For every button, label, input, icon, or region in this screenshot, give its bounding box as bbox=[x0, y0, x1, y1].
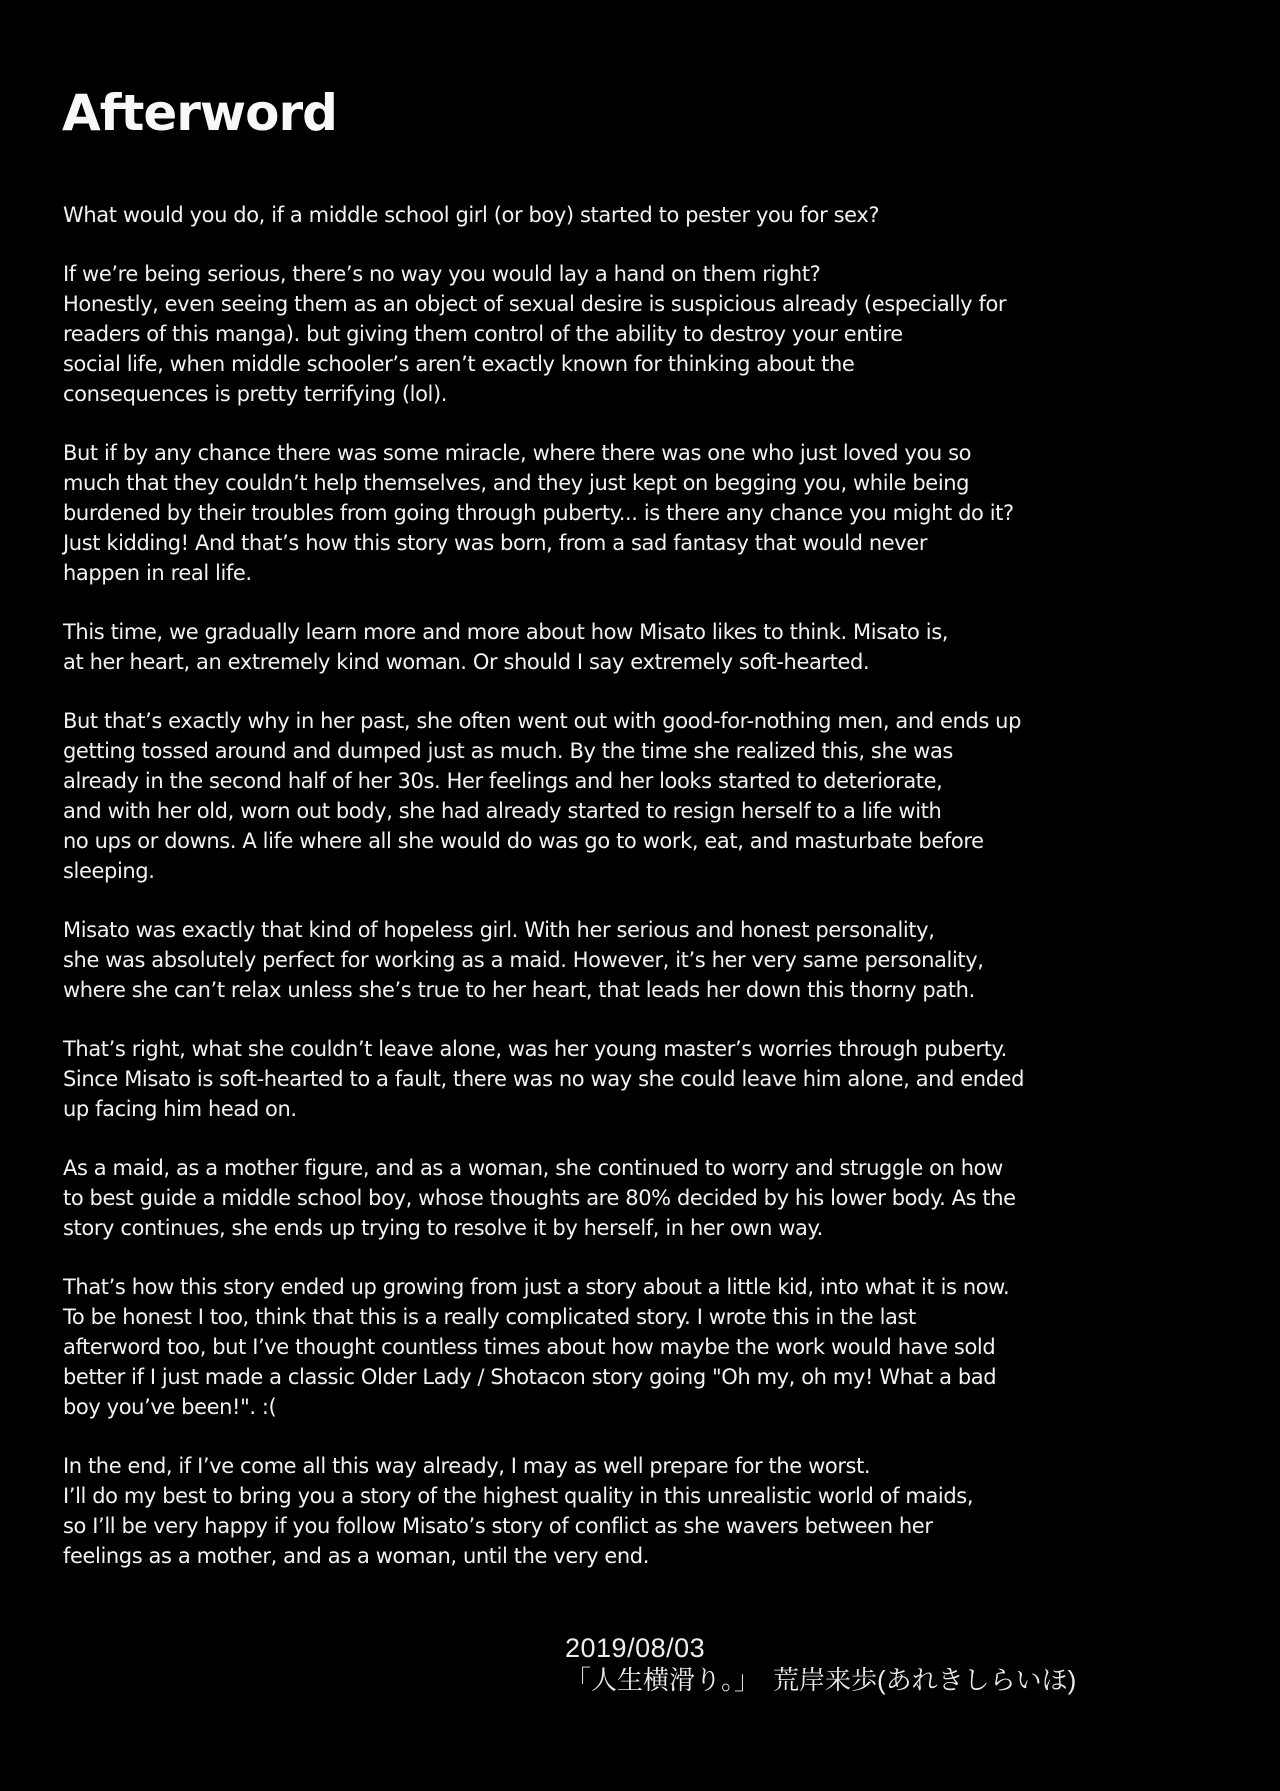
afterword-body bbox=[63, 200, 1223, 1600]
text-line: This time, we gradually learn more and more about how Misato likes to think. Misato is, bbox=[63, 620, 949, 644]
text-line: But that’s exactly why in her past, she often went out with good-for-nothing men, and ends up bbox=[63, 709, 1021, 733]
signature-date: 2019/08/03 bbox=[565, 1633, 706, 1663]
paragraph bbox=[63, 1153, 1223, 1243]
text-line: feelings as a mother, and as a woman, until the very end. bbox=[63, 1544, 650, 1568]
text-line: burdened by their troubles from going through puberty... is there any chance you might do it? bbox=[63, 501, 1014, 525]
text-line: readers of this manga). but giving them control of the ability to destroy your entire bbox=[63, 322, 903, 346]
text-line: so I’ll be very happy if you follow Misato’s story of conflict as she wavers between her bbox=[63, 1514, 933, 1538]
paragraph bbox=[63, 259, 1223, 409]
paragraph bbox=[63, 1451, 1223, 1571]
text-line: But if by any chance there was some miracle, where there was one who just loved you so bbox=[63, 441, 972, 465]
signature-credit: 「人生横滑り。」 荒岸来歩(あれきしらいほ) bbox=[565, 1665, 1077, 1695]
text-line: and with her old, worn out body, she had already started to resign herself to a life with bbox=[63, 799, 942, 823]
text-line: she was absolutely perfect for working as a maid. However, it’s her very same personality, bbox=[63, 948, 984, 972]
paragraph bbox=[63, 706, 1223, 886]
text-line: to best guide a middle school boy, whose thoughts are 80% decided by his lower body. As the bbox=[63, 1186, 1016, 1210]
text-line: afterword too, but I’ve thought countless times about how maybe the work would have sold bbox=[63, 1335, 996, 1359]
paragraph bbox=[63, 617, 1223, 677]
text-line: sleeping. bbox=[63, 859, 155, 883]
paragraph bbox=[63, 1034, 1223, 1124]
text-line: As a maid, as a mother figure, and as a woman, she continued to worry and struggle on how bbox=[63, 1156, 1003, 1180]
text-line: In the end, if I’ve come all this way already, I may as well prepare for the worst. bbox=[63, 1454, 871, 1478]
paragraph bbox=[63, 200, 1223, 230]
text-line: boy you’ve been!". :( bbox=[63, 1395, 277, 1419]
text-line: That’s right, what she couldn’t leave alone, was her young master’s worries through puberty. bbox=[63, 1037, 1007, 1061]
text-line: What would you do, if a middle school girl (or boy) started to pester you for sex? bbox=[63, 203, 880, 227]
text-line: Just kidding! And that’s how this story was born, from a sad fantasy that would never bbox=[63, 531, 928, 555]
signature-block bbox=[565, 1632, 1076, 1696]
text-line: social life, when middle schooler’s aren’t exactly known for thinking about the bbox=[63, 352, 855, 376]
text-line: already in the second half of her 30s. Her feelings and her looks started to deteriorate, bbox=[63, 769, 943, 793]
page-title: Afterword bbox=[62, 84, 337, 142]
paragraph bbox=[63, 915, 1223, 1005]
text-line: That’s how this story ended up growing from just a story about a little kid, into what it is now. bbox=[63, 1275, 1010, 1299]
text-line: much that they couldn’t help themselves, and they just kept on begging you, while being bbox=[63, 471, 970, 495]
paragraph bbox=[63, 1272, 1223, 1422]
text-line: Misato was exactly that kind of hopeless girl. With her serious and honest personality, bbox=[63, 918, 935, 942]
text-line: getting tossed around and dumped just as much. By the time she realized this, she was bbox=[63, 739, 953, 763]
paragraph bbox=[63, 438, 1223, 588]
text-line: Since Misato is soft-hearted to a fault, there was no way she could leave him alone, and ended bbox=[63, 1067, 1025, 1091]
text-line: I’ll do my best to bring you a story of the highest quality in this unrealistic world of maids, bbox=[63, 1484, 974, 1508]
text-line: happen in real life. bbox=[63, 561, 252, 585]
text-line: Honestly, even seeing them as an object of sexual desire is suspicious already (especially for bbox=[63, 292, 1007, 316]
text-line: consequences is pretty terrifying (lol). bbox=[63, 382, 448, 406]
text-line: To be honest I too, think that this is a really complicated story. I wrote this in the last bbox=[63, 1305, 916, 1329]
text-line: better if I just made a classic Older Lady / Shotacon story going "Oh my, oh my! What a bad bbox=[63, 1365, 997, 1389]
text-line: If we’re being serious, there’s no way you would lay a hand on them right? bbox=[63, 262, 821, 286]
text-line: at her heart, an extremely kind woman. Or should I say extremely soft-hearted. bbox=[63, 650, 870, 674]
text-line: up facing him head on. bbox=[63, 1097, 297, 1121]
text-line: story continues, she ends up trying to resolve it by herself, in her own way. bbox=[63, 1216, 823, 1240]
text-line: no ups or downs. A life where all she would do was go to work, eat, and masturbate before bbox=[63, 829, 984, 853]
text-line: where she can’t relax unless she’s true to her heart, that leads her down this thorny path. bbox=[63, 978, 975, 1002]
